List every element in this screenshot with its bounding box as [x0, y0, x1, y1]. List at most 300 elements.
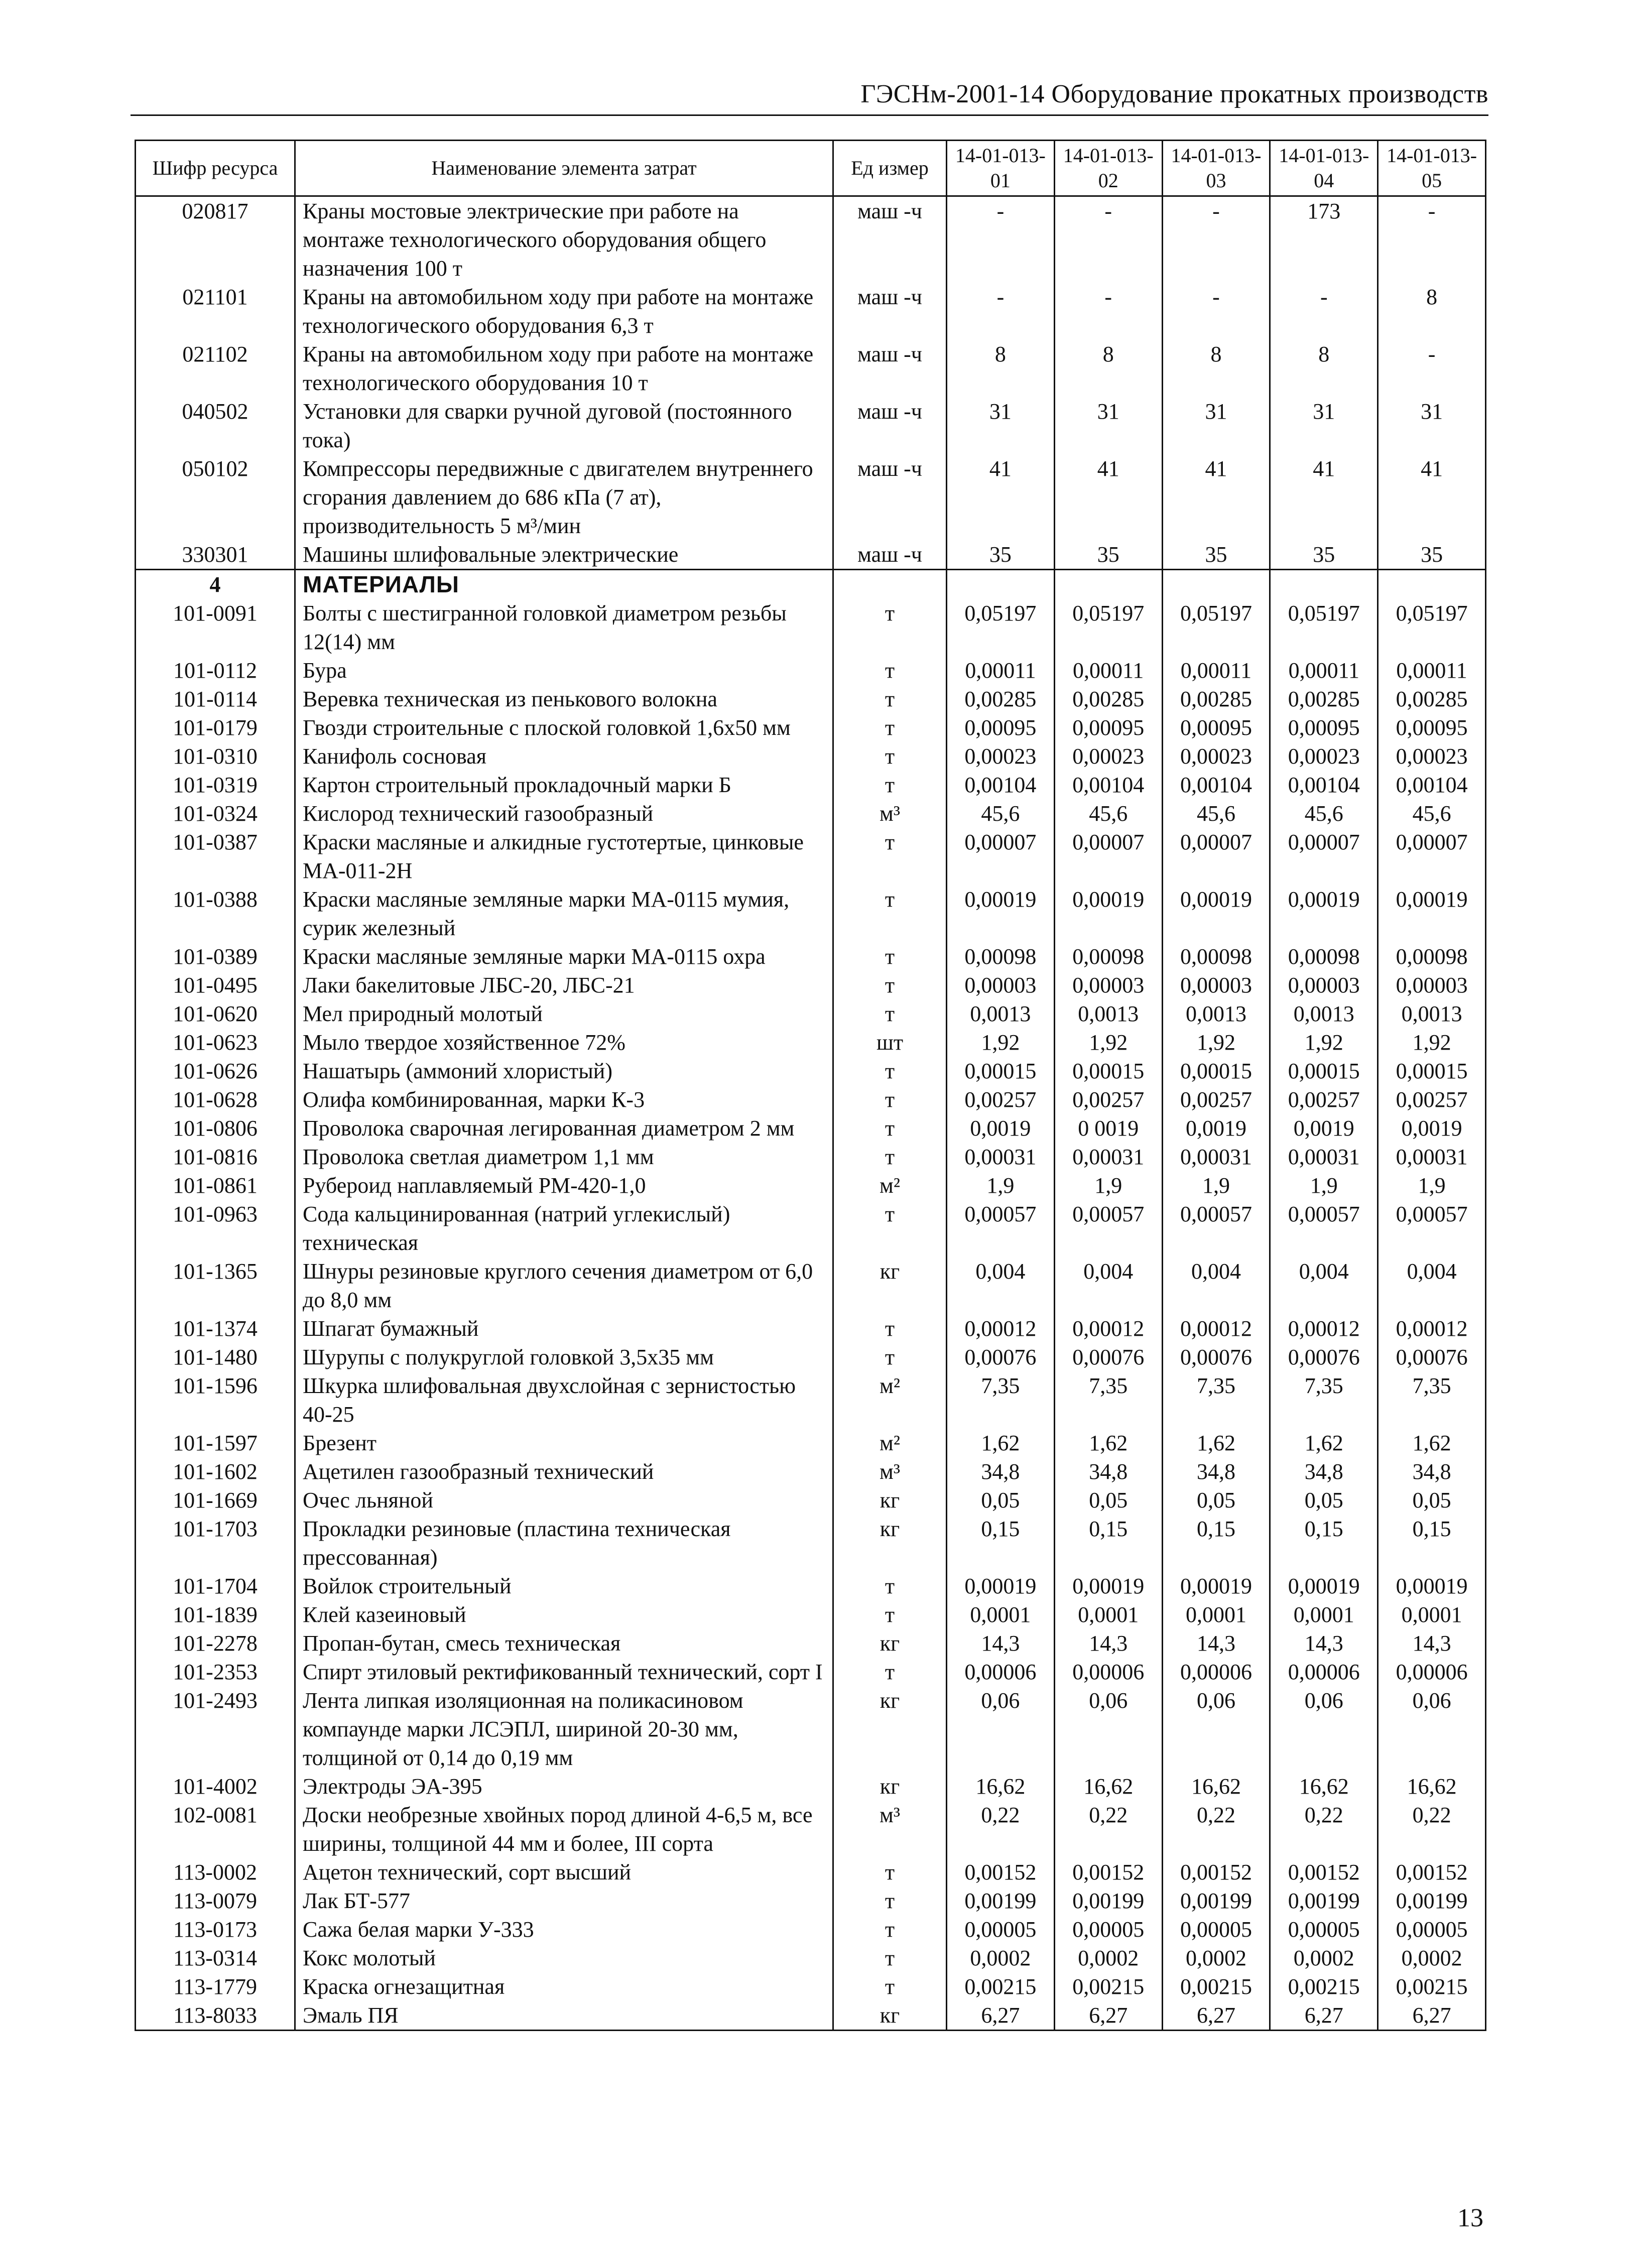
unit-of-measure: кг: [833, 1515, 947, 1572]
norm-value: 0,00095: [947, 713, 1055, 742]
unit-of-measure: кг: [833, 2001, 947, 2031]
table-row: [136, 1915, 1486, 1944]
resource-name: Доски необрезные хвойных пород длиной 4-6,5 м, все ширины, толщиной 44 мм и более, III сорта: [295, 1801, 833, 1858]
resource-code: 040502: [136, 397, 295, 454]
norm-value: 0,00152: [1378, 1858, 1486, 1886]
norm-value: 0,0001: [1162, 1600, 1270, 1629]
norm-value: 41: [947, 454, 1055, 540]
resource-name: Олифа комбинированная, марки К-3: [295, 1085, 833, 1114]
norm-value: 0,00215: [1162, 1972, 1270, 2001]
resource-name: Ацетон технический, сорт высший: [295, 1858, 833, 1886]
table-row: [136, 685, 1486, 713]
norm-value: 0,22: [947, 1801, 1055, 1858]
norm-value: 0,00005: [1270, 1915, 1378, 1944]
resource-name: Кислород технический газообразный: [295, 799, 833, 828]
norm-value: 0,00076: [1054, 1343, 1162, 1371]
unit-of-measure: т: [833, 1658, 947, 1686]
unit-of-measure: т: [833, 599, 947, 656]
norm-value: 0,05: [947, 1486, 1055, 1515]
norm-value: 0,0002: [1054, 1944, 1162, 1972]
resource-name: Лента липкая изоляционная на поликасиновом компаунде марки ЛСЭПЛ, шириной 20-30 мм, толщиной от 0,14 до 0,19 мм: [295, 1686, 833, 1772]
resource-name: Канифоль сосновая: [295, 742, 833, 771]
norm-value: 0,00006: [1270, 1658, 1378, 1686]
norm-value: 0,004: [1378, 1257, 1486, 1314]
norm-value: 1,62: [1162, 1429, 1270, 1457]
norm-value: 0,0002: [1270, 1944, 1378, 1972]
norm-value: 14,3: [1270, 1629, 1378, 1658]
unit-of-measure: т: [833, 1858, 947, 1886]
resource-code: 101-0495: [136, 971, 295, 999]
norm-value: 0,22: [1162, 1801, 1270, 1858]
resource-code: 101-0387: [136, 828, 295, 885]
table-row: [136, 1515, 1486, 1572]
resource-name: Сажа белая марки У-333: [295, 1915, 833, 1944]
column-header-unit: Ед измер: [833, 141, 947, 196]
table-row: [136, 1171, 1486, 1200]
unit-of-measure: т: [833, 1600, 947, 1629]
resource-name: Картон строительный прокладочный марки Б: [295, 771, 833, 799]
norm-value: 0,00031: [947, 1143, 1055, 1171]
norm-value: 0,00104: [1054, 771, 1162, 799]
table-row: [136, 1972, 1486, 2001]
unit-of-measure: кг: [833, 1257, 947, 1314]
norm-value: 0,00285: [947, 685, 1055, 713]
norm-value: 0,15: [947, 1515, 1055, 1572]
document-header-title: ГЭСНм-2001-14 Оборудование прокатных производств: [860, 80, 1488, 108]
unit-of-measure: кг: [833, 1772, 947, 1801]
resource-code: 101-1602: [136, 1457, 295, 1486]
norm-value: 0,00023: [1270, 742, 1378, 771]
norm-value: 16,62: [947, 1772, 1055, 1801]
norm-value: 34,8: [1378, 1457, 1486, 1486]
norm-value: 8: [1162, 340, 1270, 397]
norm-value: 0,00095: [1378, 713, 1486, 742]
norm-value: 0,06: [1270, 1686, 1378, 1772]
norm-value: 0,00003: [1162, 971, 1270, 999]
table-row: [136, 1886, 1486, 1915]
resource-name: Машины шлифовальные электрические: [295, 540, 833, 570]
norm-value: 0 0019: [1054, 1114, 1162, 1143]
norm-value: 0,05197: [947, 599, 1055, 656]
norm-value: 41: [1162, 454, 1270, 540]
norm-value: 0,00015: [1378, 1057, 1486, 1085]
resource-name: Очес льняной: [295, 1486, 833, 1515]
resource-code: 330301: [136, 540, 295, 570]
unit-of-measure: т: [833, 1944, 947, 1972]
norm-value: 1,62: [1378, 1429, 1486, 1457]
table-row: [136, 1944, 1486, 1972]
norm-value: 31: [1270, 397, 1378, 454]
resource-name: Проволока сварочная легированная диаметром 2 мм: [295, 1114, 833, 1143]
norm-value: 1,62: [1270, 1429, 1378, 1457]
norm-value: 0,00057: [1378, 1200, 1486, 1257]
norm-value: 0,00023: [1162, 742, 1270, 771]
norm-value: 0,00095: [1054, 713, 1162, 742]
norm-value: 0,00005: [1162, 1915, 1270, 1944]
unit-of-measure: т: [833, 713, 947, 742]
table-row: [136, 971, 1486, 999]
norm-value: 0,00005: [1054, 1915, 1162, 1944]
unit-of-measure: м²: [833, 1171, 947, 1200]
norm-value: 0,05: [1162, 1486, 1270, 1515]
norm-value: 0,00015: [1162, 1057, 1270, 1085]
norm-value: 0,0001: [1270, 1600, 1378, 1629]
table-row: [136, 799, 1486, 828]
norm-value: 0,00011: [947, 656, 1055, 685]
norm-value: 7,35: [1378, 1371, 1486, 1429]
norm-value: 0,0013: [1270, 999, 1378, 1028]
resource-code: 101-0626: [136, 1057, 295, 1085]
norm-value: 0,00003: [1270, 971, 1378, 999]
norm-value: 1,92: [1054, 1028, 1162, 1057]
unit-of-measure: кг: [833, 1629, 947, 1658]
unit-of-measure: т: [833, 1200, 947, 1257]
norm-value: 0,00005: [947, 1915, 1055, 1944]
norm-value: 14,3: [1054, 1629, 1162, 1658]
norm-value: 0,00199: [1270, 1886, 1378, 1915]
table-row: [136, 454, 1486, 540]
norm-value: 0,00012: [1054, 1314, 1162, 1343]
norm-value: 0,00006: [1162, 1658, 1270, 1686]
norm-value: -: [1378, 196, 1486, 283]
norm-value: 0,00076: [1162, 1343, 1270, 1371]
table-row: [136, 1486, 1486, 1515]
norm-value: -: [1162, 283, 1270, 340]
table-row: [136, 1143, 1486, 1171]
empty-cell: [1162, 570, 1270, 599]
norm-value: 35: [1162, 540, 1270, 570]
unit-of-measure: т: [833, 1057, 947, 1085]
norm-value: 0,00215: [1054, 1972, 1162, 2001]
table-row: [136, 1200, 1486, 1257]
resource-code: 113-8033: [136, 2001, 295, 2031]
norm-value: 0,00095: [1162, 713, 1270, 742]
unit-of-measure: маш -ч: [833, 340, 947, 397]
unit-of-measure: м²: [833, 1429, 947, 1457]
table-row: [136, 1057, 1486, 1085]
resource-name: Лаки бакелитовые ЛБС-20, ЛБС-21: [295, 971, 833, 999]
unit-of-measure: маш -ч: [833, 196, 947, 283]
resource-name: Шкурка шлифовальная двухслойная с зернистостью 40-25: [295, 1371, 833, 1429]
resource-code: 101-0628: [136, 1085, 295, 1114]
norm-value: 0,22: [1378, 1801, 1486, 1858]
resource-code: 101-0324: [136, 799, 295, 828]
resource-code: 101-0816: [136, 1143, 295, 1171]
table-row: [136, 283, 1486, 340]
norm-value: 0,00006: [1054, 1658, 1162, 1686]
column-header-norm: 14-01-013-03: [1162, 141, 1270, 196]
table-row: [136, 1629, 1486, 1658]
norm-value: 0,05197: [1378, 599, 1486, 656]
norm-value: -: [1378, 340, 1486, 397]
norm-value: 0,00257: [1162, 1085, 1270, 1114]
unit-of-measure: м²: [833, 1371, 947, 1429]
resource-norms-table: [135, 140, 1486, 2031]
table-row: [136, 1429, 1486, 1457]
resource-code: 102-0081: [136, 1801, 295, 1858]
norm-value: 31: [1162, 397, 1270, 454]
norm-value: 0,00285: [1270, 685, 1378, 713]
empty-cell: [1270, 570, 1378, 599]
resource-code: 101-0319: [136, 771, 295, 799]
resource-name: Нашатырь (аммоний хлористый): [295, 1057, 833, 1085]
table-row: [136, 1028, 1486, 1057]
norm-value: 0,00011: [1270, 656, 1378, 685]
resource-name: Пропан-бутан, смесь техническая: [295, 1629, 833, 1658]
resource-code: 101-1839: [136, 1600, 295, 1629]
norm-value: 0,0013: [947, 999, 1055, 1028]
norm-value: 6,27: [947, 2001, 1055, 2031]
norm-value: 0,00057: [947, 1200, 1055, 1257]
norm-value: 34,8: [1270, 1457, 1378, 1486]
norm-value: 41: [1270, 454, 1378, 540]
norm-value: 0,15: [1378, 1515, 1486, 1572]
norm-value: 35: [1378, 540, 1486, 570]
table-row: [136, 1457, 1486, 1486]
norm-value: 0,00057: [1162, 1200, 1270, 1257]
norm-value: 0,15: [1270, 1515, 1378, 1572]
resource-code: 113-0173: [136, 1915, 295, 1944]
resource-name: Краны мостовые электрические при работе на монтаже технологического оборудования общего назначения 100 т: [295, 196, 833, 283]
norm-value: 0,00012: [1270, 1314, 1378, 1343]
table-row: [136, 1343, 1486, 1371]
resource-name: Сода кальцинированная (натрий углекислый) техническая: [295, 1200, 833, 1257]
table-row: [136, 1257, 1486, 1314]
resource-name: Кокс молотый: [295, 1944, 833, 1972]
norm-value: 31: [1054, 397, 1162, 454]
norm-value: 0,00007: [947, 828, 1055, 885]
resource-code: 101-2278: [136, 1629, 295, 1658]
resource-name: Эмаль ПЯ: [295, 2001, 833, 2031]
unit-of-measure: маш -ч: [833, 454, 947, 540]
norm-value: 0,00199: [1162, 1886, 1270, 1915]
norm-value: 1,92: [1378, 1028, 1486, 1057]
table-row: [136, 196, 1486, 283]
norm-value: 6,27: [1162, 2001, 1270, 2031]
norm-value: 0,00019: [1378, 1572, 1486, 1600]
resource-code: 101-4002: [136, 1772, 295, 1801]
norm-value: 16,62: [1162, 1772, 1270, 1801]
norm-value: 0,00011: [1378, 656, 1486, 685]
norm-value: 14,3: [1162, 1629, 1270, 1658]
column-header-code: Шифр ресурса: [136, 141, 295, 196]
resource-code: 101-0806: [136, 1114, 295, 1143]
empty-cell: [1054, 570, 1162, 599]
norm-value: 34,8: [947, 1457, 1055, 1486]
norm-value: 0,00019: [1270, 1572, 1378, 1600]
resource-code: 101-1374: [136, 1314, 295, 1343]
norm-value: 0,06: [1054, 1686, 1162, 1772]
unit-of-measure: м³: [833, 1801, 947, 1858]
resource-name: Краска огнезащитная: [295, 1972, 833, 2001]
column-header-name: Наименование элемента затрат: [295, 141, 833, 196]
unit-of-measure: т: [833, 999, 947, 1028]
norm-value: 0,00019: [1054, 885, 1162, 942]
table-row: [136, 540, 1486, 570]
unit-of-measure: т: [833, 1972, 947, 2001]
resource-code: 101-0179: [136, 713, 295, 742]
resource-name: Рубероид наплавляемый РМ-420-1,0: [295, 1171, 833, 1200]
norm-value: 0,00076: [947, 1343, 1055, 1371]
norm-value: -: [947, 283, 1055, 340]
norm-value: 8: [1270, 340, 1378, 397]
norm-value: 1,9: [1054, 1171, 1162, 1200]
table-row: [136, 999, 1486, 1028]
resource-code: 101-1596: [136, 1371, 295, 1429]
column-header-norm: 14-01-013-01: [947, 141, 1055, 196]
unit-of-measure: т: [833, 1314, 947, 1343]
resource-code: 101-1669: [136, 1486, 295, 1515]
norm-value: 0,0013: [1054, 999, 1162, 1028]
table-row: [136, 599, 1486, 656]
unit-of-measure: кг: [833, 1486, 947, 1515]
table-row: [136, 1314, 1486, 1343]
unit-of-measure: т: [833, 942, 947, 971]
unit-of-measure: т: [833, 1886, 947, 1915]
resource-name: Краны на автомобильном ходу при работе на монтаже технологического оборудования 6,3 т: [295, 283, 833, 340]
norm-value: 16,62: [1270, 1772, 1378, 1801]
resource-name: Электроды ЭА-395: [295, 1772, 833, 1801]
empty-cell: [833, 570, 947, 599]
norm-value: 0,00215: [1270, 1972, 1378, 2001]
norm-value: 34,8: [1162, 1457, 1270, 1486]
resource-code: 113-0314: [136, 1944, 295, 1972]
column-header-norm: 14-01-013-02: [1054, 141, 1162, 196]
norm-value: -: [947, 196, 1055, 283]
norm-value: 173: [1270, 196, 1378, 283]
norm-value: 0,00104: [947, 771, 1055, 799]
resource-name: Шпагат бумажный: [295, 1314, 833, 1343]
norm-value: 0,00257: [1378, 1085, 1486, 1114]
table-row: [136, 828, 1486, 885]
norm-value: 34,8: [1054, 1457, 1162, 1486]
unit-of-measure: кг: [833, 1686, 947, 1772]
table-row: [136, 1801, 1486, 1858]
norm-value: 0,00285: [1054, 685, 1162, 713]
section-code: 4: [136, 570, 295, 599]
unit-of-measure: т: [833, 656, 947, 685]
resource-name: Мыло твердое хозяйственное 72%: [295, 1028, 833, 1057]
norm-value: 0,15: [1162, 1515, 1270, 1572]
norm-value: 1,9: [1270, 1171, 1378, 1200]
resource-name: Болты с шестигранной головкой диаметром резьбы 12(14) мм: [295, 599, 833, 656]
norm-value: 0,00104: [1162, 771, 1270, 799]
norm-value: 0,0019: [947, 1114, 1055, 1143]
norm-value: 0,00019: [947, 885, 1055, 942]
norm-value: 0,00019: [1162, 1572, 1270, 1600]
norm-value: 0,05: [1270, 1486, 1378, 1515]
resource-name: Веревка техническая из пенькового волокна: [295, 685, 833, 713]
unit-of-measure: т: [833, 1572, 947, 1600]
norm-value: 31: [947, 397, 1055, 454]
norm-value: 45,6: [947, 799, 1055, 828]
resource-code: 113-0079: [136, 1886, 295, 1915]
norm-value: 0,22: [1054, 1801, 1162, 1858]
header-rule: [131, 114, 1488, 116]
norm-value: 0,00019: [1378, 885, 1486, 942]
resource-code: 101-0114: [136, 685, 295, 713]
norm-value: 0,00015: [947, 1057, 1055, 1085]
norm-value: 0,00098: [1054, 942, 1162, 971]
norm-value: 0,00006: [947, 1658, 1055, 1686]
norm-value: 0,00007: [1270, 828, 1378, 885]
norm-value: 1,9: [1162, 1171, 1270, 1200]
norm-value: 0,00076: [1270, 1343, 1378, 1371]
unit-of-measure: т: [833, 742, 947, 771]
table-row: [136, 397, 1486, 454]
norm-value: 14,3: [1378, 1629, 1486, 1658]
norm-value: 0,00057: [1270, 1200, 1378, 1257]
norm-value: 0,00015: [1270, 1057, 1378, 1085]
norm-value: 0,00012: [1378, 1314, 1486, 1343]
norm-value: 0,0001: [947, 1600, 1055, 1629]
unit-of-measure: т: [833, 1085, 947, 1114]
table-row: [136, 656, 1486, 685]
norm-value: 0,00152: [1270, 1858, 1378, 1886]
table-row: [136, 885, 1486, 942]
resource-code: 101-1597: [136, 1429, 295, 1457]
norm-value: 1,92: [1270, 1028, 1378, 1057]
resource-code: 101-0310: [136, 742, 295, 771]
resource-code: 101-0112: [136, 656, 295, 685]
table-row: [136, 713, 1486, 742]
norm-value: 0,00257: [1054, 1085, 1162, 1114]
norm-value: -: [1162, 196, 1270, 283]
norm-value: 0,00031: [1054, 1143, 1162, 1171]
norm-value: 1,62: [947, 1429, 1055, 1457]
norm-value: 0,00199: [1054, 1886, 1162, 1915]
norm-value: 0,00023: [1054, 742, 1162, 771]
resource-code: 113-1779: [136, 1972, 295, 2001]
norm-value: 0,00031: [1270, 1143, 1378, 1171]
norm-value: 45,6: [1054, 799, 1162, 828]
norm-value: 16,62: [1054, 1772, 1162, 1801]
norm-value: 0,00015: [1054, 1057, 1162, 1085]
norm-value: 0,00005: [1378, 1915, 1486, 1944]
table-row: [136, 1371, 1486, 1429]
norm-value: 0,00076: [1378, 1343, 1486, 1371]
resource-name: Спирт этиловый ректификованный технический, сорт I: [295, 1658, 833, 1686]
materials-rows: [136, 570, 1486, 2031]
norm-value: 0,00104: [1378, 771, 1486, 799]
unit-of-measure: т: [833, 1143, 947, 1171]
norm-value: 0,00012: [1162, 1314, 1270, 1343]
resource-name: Краски масляные земляные марки МА-0115 мумия, сурик железный: [295, 885, 833, 942]
norm-value: 0,00285: [1162, 685, 1270, 713]
empty-cell: [947, 570, 1055, 599]
norm-value: 0,05: [1378, 1486, 1486, 1515]
resource-code: 050102: [136, 454, 295, 540]
unit-of-measure: т: [833, 1915, 947, 1944]
norm-value: 0,0002: [1162, 1944, 1270, 1972]
norm-value: 0,05: [1054, 1486, 1162, 1515]
norm-value: 0,00019: [1162, 885, 1270, 942]
norm-value: 16,62: [1378, 1772, 1486, 1801]
norm-value: 0,00003: [1378, 971, 1486, 999]
machines-rows: [136, 196, 1486, 570]
norm-value: 0,05197: [1270, 599, 1378, 656]
unit-of-measure: маш -ч: [833, 283, 947, 340]
resource-name: Шнуры резиновые круглого сечения диаметром от 6,0 до 8,0 мм: [295, 1257, 833, 1314]
norm-value: 0,00007: [1054, 828, 1162, 885]
norm-value: 0,00098: [1378, 942, 1486, 971]
resource-code: 101-2353: [136, 1658, 295, 1686]
table-row: [136, 942, 1486, 971]
norm-value: 0,00019: [1054, 1572, 1162, 1600]
table-row: [136, 771, 1486, 799]
resource-name: Ацетилен газообразный технический: [295, 1457, 833, 1486]
column-header-norm: 14-01-013-04: [1270, 141, 1378, 196]
